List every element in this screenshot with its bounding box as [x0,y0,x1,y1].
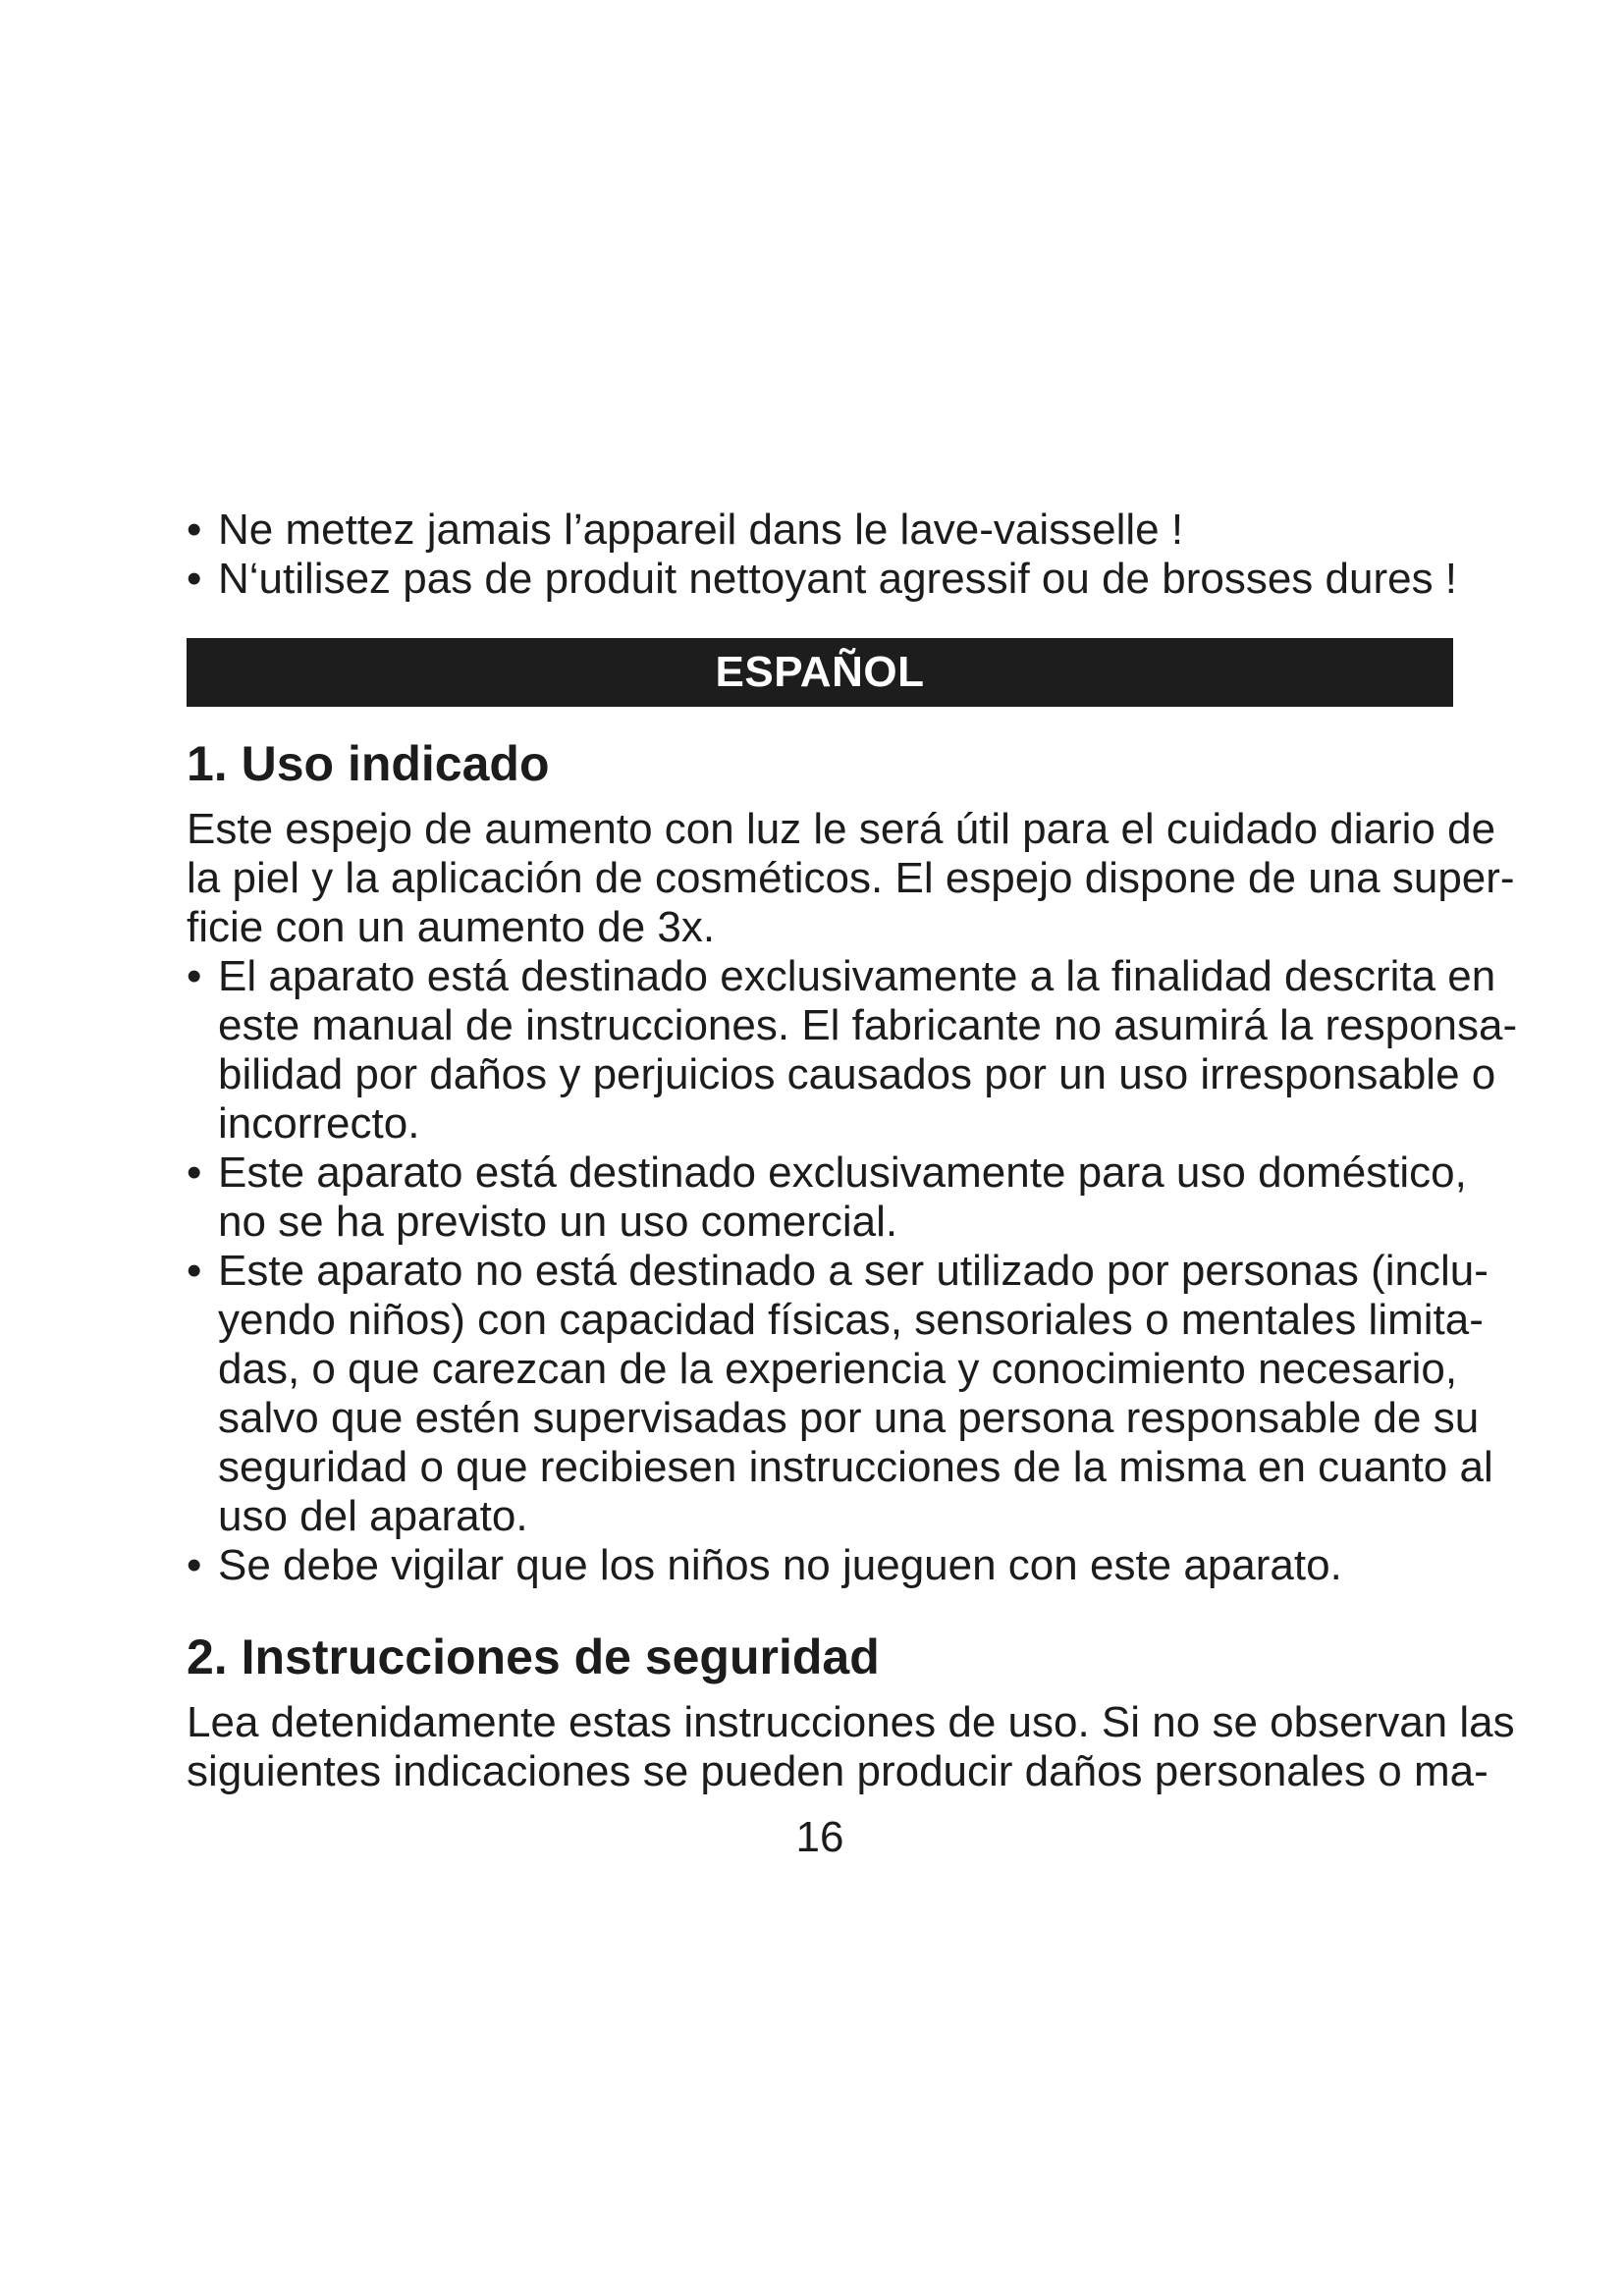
section-heading-uso-indicado: 1. Uso indicado [187,736,550,791]
bullet-line: uso del aparato. [218,1492,528,1540]
bullet-text: N‘utilisez pas de produit nettoyant agressif ou de brosses dures ! [218,555,1458,603]
bullet-line: Este aparato no está destinado a ser utilizado por personas (inclu- [218,1247,1489,1295]
section1-bullet-list [187,952,1518,1590]
bullet-icon: • [187,952,202,1000]
paragraph-line: Lea detenidamente estas instrucciones de uso. Si no se observan las [187,1698,1515,1746]
bullet-line: seguridad o que recibiesen instrucciones de la misma en cuanto al [218,1443,1493,1491]
section1-intro [187,805,1515,952]
paragraph-line: la piel y la aplicación de cosméticos. El espejo dispone de una super- [187,854,1515,902]
bullet-icon: • [187,1148,202,1197]
manual-page [187,506,1518,1861]
list-item [187,1247,1493,1541]
list-item [187,555,1458,604]
bullet-line: incorrecto. [218,1099,420,1148]
bullet-line: yendo niños) con capacidad físicas, sensoriales o mentales limita- [218,1296,1484,1344]
list-item [187,1541,1453,1590]
bullet-line: este manual de instrucciones. El fabricante no asumirá la responsa- [218,1001,1518,1049]
section2-intro [187,1698,1515,1796]
page-number: 16 [795,1813,844,1861]
language-banner-label: ESPAÑOL [715,648,925,696]
bullet-line: Se debe vigilar que los niños no jueguen con este aparato. [218,1541,1342,1589]
bullet-line: bilidad por daños y perjuicios causados por un uso irresponsable o [218,1050,1496,1098]
language-banner [187,638,1453,707]
bullet-line: Este aparato está destinado exclusivamente para uso doméstico, [218,1148,1467,1197]
paragraph-line: Este espejo de aumento con luz le será útil para el cuidado diario de [187,805,1496,853]
paragraph-line: siguientes indicaciones se pueden producir daños personales o ma- [187,1747,1489,1795]
list-item [187,952,1518,1148]
bullet-text: Ne mettez jamais l’appareil dans le lave-vaisselle ! [218,506,1184,554]
paragraph-line: ficie con un aumento de 3x. [187,903,716,951]
bullet-icon: • [187,1541,202,1589]
bullet-icon: • [187,1247,202,1295]
french-bullet-list [187,506,1458,604]
bullet-line: salvo que estén supervisadas por una persona responsable de su [218,1394,1480,1442]
list-item [187,1148,1467,1247]
bullet-line: no se ha previsto un uso comercial. [218,1198,898,1246]
list-item [187,506,1453,555]
bullet-icon: • [187,506,202,554]
bullet-icon: • [187,555,202,603]
section-heading-instrucciones-de-seguridad: 2. Instrucciones de seguridad [187,1629,880,1684]
bullet-line: das, o que carezcan de la experiencia y conocimiento necesario, [218,1345,1458,1393]
bullet-line: El aparato está destinado exclusivamente a la finalidad descrita en [218,952,1496,1000]
